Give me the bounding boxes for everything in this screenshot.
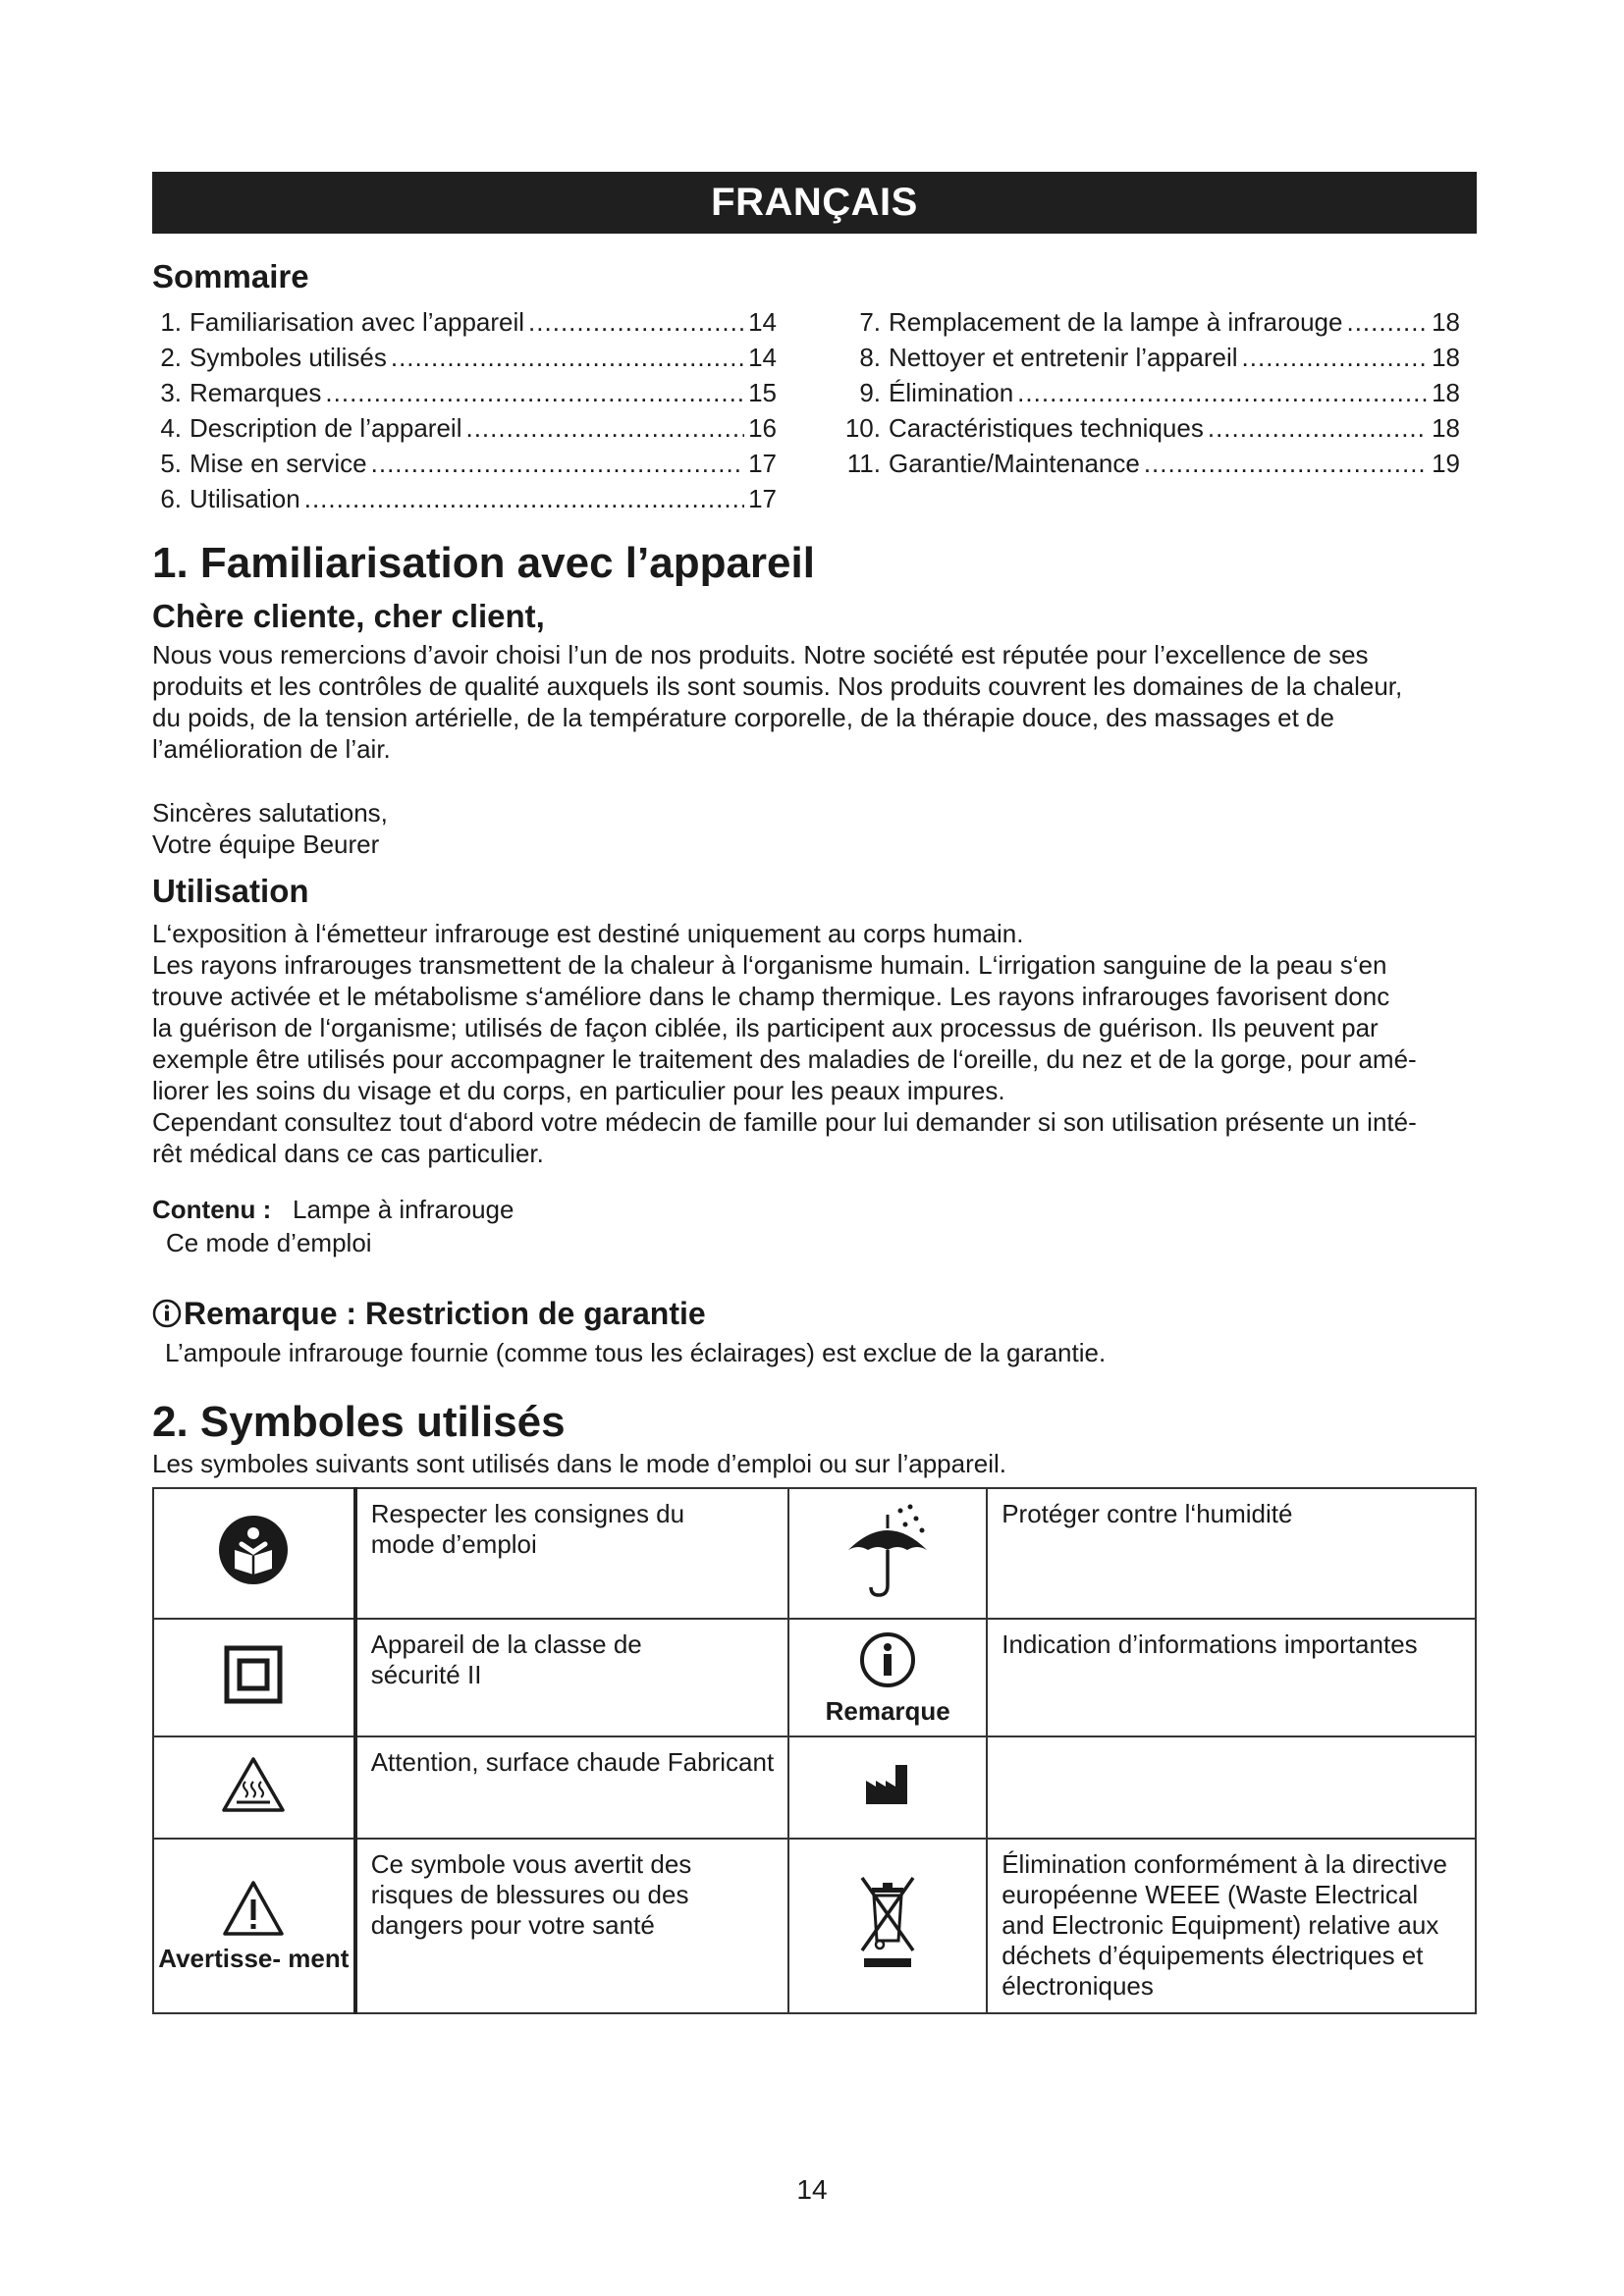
toc-left-column (152, 304, 777, 516)
usage-line: rêt médical dans ce cas particulier. (152, 1139, 544, 1168)
toc-entry-label: Familiarisation avec l’appareil (189, 307, 525, 337)
section1-title: 1. Familiarisation avec l’appareil (152, 539, 815, 587)
warranty-remark-title (152, 1294, 706, 1333)
symbol-description (987, 1736, 1476, 1839)
toc-entry-page: 18 (1432, 413, 1460, 443)
toc-leader-dots (1242, 340, 1429, 375)
toc-entry-label: Remplacement de la lampe à infrarouge (889, 307, 1343, 337)
symbol-description (987, 1619, 1476, 1736)
toc-entry[interactable] (839, 446, 1460, 481)
umbrella-rain-icon (843, 1501, 932, 1599)
toc-entry-number: 8. (859, 343, 881, 372)
toc-title: Sommaire (152, 258, 309, 294)
usage-line: exemple être utilisés pour accompagner le traitement des maladies de l‘oreille, du nez et de la gorge, pour amé- (152, 1044, 1417, 1074)
toc-entry-label: Symboles utilisés (189, 343, 387, 372)
hot-surface-icon (221, 1756, 286, 1813)
symbol-cell (788, 1619, 987, 1736)
toc-entry[interactable] (152, 410, 777, 446)
toc-entry-number: 4. (160, 413, 182, 443)
closing (152, 797, 1488, 860)
symbol-description (987, 1488, 1476, 1619)
toc-entry-number: 9. (859, 378, 881, 407)
toc-leader-dots (1144, 446, 1428, 481)
toc-entry-page: 17 (748, 449, 777, 478)
toc-entry-number: 2. (160, 343, 182, 372)
language-header: FRANÇAIS (152, 172, 1477, 234)
description-line: Attention, surface chaude Fabricant (370, 1747, 775, 1777)
toc-leader-dots (325, 375, 744, 410)
remark-title-text: Remarque : Restriction de garantie (184, 1296, 706, 1331)
info-icon (152, 1299, 182, 1328)
symbol-description (355, 1488, 788, 1619)
toc-entry-label: Remarques (189, 378, 322, 407)
toc-entry-page: 18 (1432, 378, 1460, 407)
description-line: Indication d’informations importantes (1001, 1629, 1418, 1659)
toc-entry-number: 3. (160, 378, 182, 407)
contents-block (152, 1193, 514, 1259)
table-row (153, 1488, 1476, 1619)
toc-entry-page: 17 (748, 484, 777, 513)
toc-entry-label: Mise en service (189, 449, 367, 478)
toc-entry-page: 19 (1432, 449, 1460, 478)
table-row (153, 1619, 1476, 1736)
symbol-cell (788, 1488, 987, 1619)
description-line: dangers pour votre santé (370, 1910, 655, 1940)
symbol-cell (153, 1736, 355, 1839)
toc-entry-page: 15 (748, 378, 777, 407)
toc-entry[interactable] (839, 340, 1460, 375)
usage-line: Les rayons infrarouges transmettent de la chaleur à l‘organisme humain. L‘irrigation sanguine de la peau s‘en (152, 950, 1387, 980)
description-line: Ce symbole vous avertit des (370, 1849, 692, 1879)
usage-paragraph (152, 918, 1488, 1169)
toc-entry-number: 11. (846, 449, 881, 478)
usage-title: Utilisation (152, 873, 309, 909)
intro-paragraph (152, 639, 1488, 765)
symbol-cell (153, 1839, 355, 2013)
symbol-cell (153, 1488, 355, 1619)
toc-leader-dots (391, 340, 744, 375)
toc-entry[interactable] (152, 481, 777, 516)
usage-line: la guérison de l‘organisme; utilisés de façon ciblée, ils participent aux processus de guérison. Ils peuvent par (152, 1013, 1379, 1042)
symbol-cell (788, 1839, 987, 2013)
toc-entry-label: Nettoyer et entretenir l’appareil (889, 343, 1238, 372)
toc-leader-dots (371, 446, 744, 481)
read-manual-icon (218, 1515, 289, 1585)
symbol-caption: Avertisse- ment (158, 1943, 350, 1973)
toc-leader-dots (465, 410, 744, 446)
toc-entry[interactable] (152, 340, 777, 375)
toc-entry-label: Description de l’appareil (189, 413, 462, 443)
description-line: mode d’emploi (370, 1529, 537, 1559)
toc-leader-dots (304, 481, 744, 516)
description-line: déchets d’équipements électriques et (1001, 1941, 1424, 1970)
contents-label: Contenu : (152, 1195, 272, 1224)
description-line: Protéger contre l‘humidité (1001, 1499, 1293, 1528)
intro-line: l’amélioration de l’air. (152, 734, 391, 764)
toc-entry-number: 5. (160, 449, 182, 478)
toc-leader-dots (1208, 410, 1428, 446)
toc-entry-label: Utilisation (189, 484, 300, 513)
intro-line: produits et les contrôles de qualité auxquels ils sont soumis. Nos produits couvrent les domaines de la chaleur, (152, 671, 1403, 701)
description-line: and Electronic Equipment) relative aux (1001, 1910, 1439, 1940)
toc-entry-page: 18 (1432, 307, 1460, 337)
toc-entry-page: 14 (748, 343, 777, 372)
usage-line: Cependant consultez tout d‘abord votre médecin de famille pour lui demander si son utilisation présente un inté- (152, 1107, 1417, 1137)
closing-line: Sincères salutations, (152, 798, 388, 828)
symbol-description (355, 1619, 788, 1736)
info-icon (858, 1630, 917, 1689)
symbol-description (987, 1839, 1476, 2013)
symbol-cell (153, 1619, 355, 1736)
toc-right-column (839, 304, 1460, 481)
toc-leader-dots (528, 304, 744, 340)
table-row (153, 1839, 1476, 2013)
toc-entry[interactable] (839, 375, 1460, 410)
toc-entry-label: Élimination (889, 378, 1014, 407)
toc-entry-number: 10. (844, 413, 881, 443)
toc-entry-label: Caractéristiques techniques (889, 413, 1204, 443)
toc-entry-page: 18 (1432, 343, 1460, 372)
intro-line: Nous vous remercions d’avoir choisi l’un de nos produits. Notre société est réputée pour l’excellence de ses (152, 640, 1369, 669)
description-line: risques de blessures ou des (370, 1880, 689, 1909)
toc-entry-number: 6. (160, 484, 182, 513)
toc-entry[interactable] (839, 410, 1460, 446)
toc-entry-page: 14 (748, 307, 777, 337)
description-line: Élimination conformément à la directive (1001, 1849, 1447, 1879)
section2-intro: Les symboles suivants sont utilisés dans le mode d’emploi ou sur l’appareil. (152, 1449, 1006, 1478)
description-line: sécurité II (370, 1660, 482, 1689)
manufacturer-icon (864, 1763, 911, 1806)
remark-text: L’ampoule infrarouge fournie (comme tous les éclairages) est exclue de la garantie. (165, 1338, 1107, 1367)
toc-entry-number: 1. (160, 307, 182, 337)
symbol-caption: Remarque (825, 1695, 950, 1726)
intro-line: du poids, de la tension artérielle, de la température corporelle, de la thérapie douce, des massages et de (152, 703, 1334, 732)
closing-line: Votre équipe Beurer (152, 829, 380, 859)
symbol-cell (788, 1736, 987, 1839)
toc-entry[interactable] (839, 304, 1460, 340)
contents-item: Lampe à infrarouge (292, 1195, 514, 1224)
greeting: Chère cliente, cher client, (152, 598, 545, 634)
toc-entry[interactable] (152, 446, 777, 481)
toc-entry-page: 16 (748, 413, 777, 443)
toc-leader-dots (1017, 375, 1428, 410)
symbols-table (152, 1487, 1477, 2014)
toc-entry[interactable] (152, 375, 777, 410)
usage-line: L‘exposition à l‘émetteur infrarouge est destiné uniquement au corps humain. (152, 919, 1024, 948)
section2-title: 2. Symboles utilisés (152, 1398, 566, 1446)
table-row (153, 1736, 1476, 1839)
symbol-description (355, 1839, 788, 2013)
description-line: Respecter les consignes du (370, 1499, 685, 1528)
page-number: 14 (796, 2174, 828, 2205)
description-line: électroniques (1001, 1971, 1154, 2001)
description-line: Appareil de la classe de (370, 1629, 642, 1659)
description-line: européenne WEEE (Waste Electrical (1001, 1880, 1419, 1909)
toc-entry-number: 7. (859, 307, 881, 337)
toc-entry-label: Garantie/Maintenance (889, 449, 1140, 478)
weee-bin-icon (858, 1874, 917, 1972)
warning-icon (222, 1880, 285, 1937)
contents-item: Ce mode d’emploi (166, 1228, 372, 1257)
usage-line: liorer les soins du visage et du corps, en particulier pour les peaux impures. (152, 1076, 1005, 1105)
symbol-description (355, 1736, 788, 1839)
toc-entry[interactable] (152, 304, 777, 340)
protection-class-2-icon (224, 1645, 283, 1704)
usage-line: trouve activée et le métabolisme s‘améliore dans le champ thermique. Les rayons infrarouges favorisent donc (152, 982, 1390, 1011)
toc-leader-dots (1346, 304, 1428, 340)
